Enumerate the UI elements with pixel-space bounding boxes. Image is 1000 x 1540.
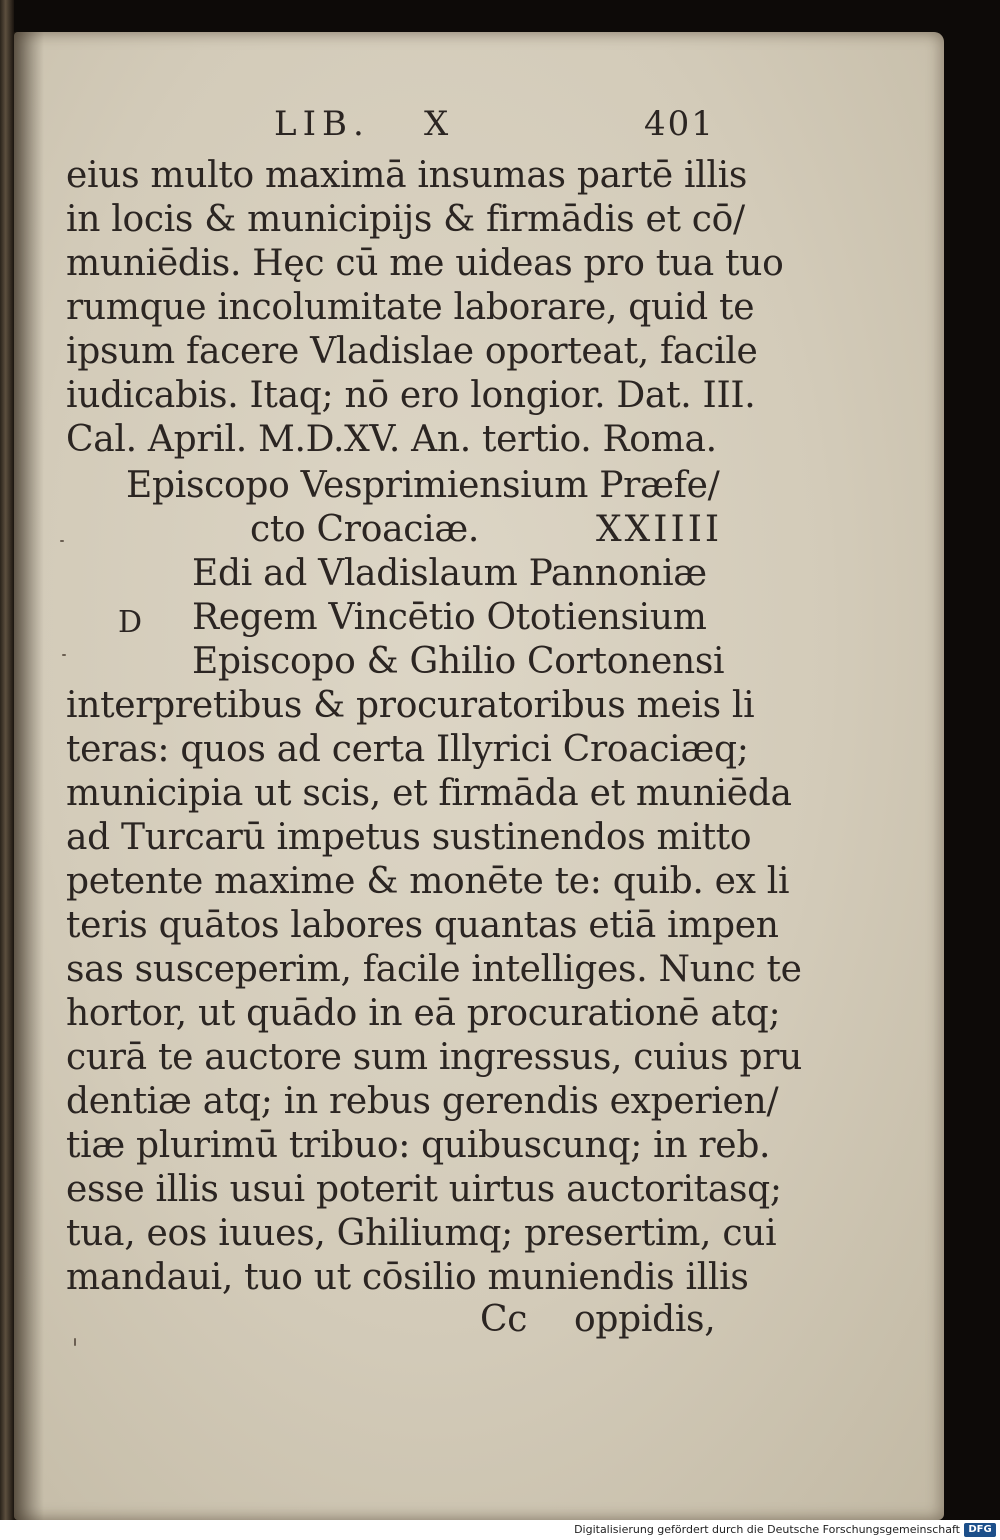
- text-line: mandaui, tuo ut cōsilio muniendis illis: [66, 1257, 749, 1298]
- text-line: teris quātos labores quantas etiā impen: [66, 905, 779, 946]
- letter-number: XXIIII: [596, 509, 723, 550]
- text-line: iudicabis. Itaq; nō ero longior. Dat. III.: [66, 375, 756, 416]
- text-line: in locis & municipijs & firmādis et cō/: [66, 199, 745, 240]
- text-line: Edi ad Vladislaum Pannoniæ: [192, 553, 707, 594]
- dfg-logo: DFG: [964, 1523, 996, 1537]
- running-head-book-number: X: [424, 104, 455, 144]
- text-line: rumque incolumitate laborare, quid te: [66, 287, 755, 328]
- signature-mark: Cc: [480, 1299, 528, 1340]
- paper-speck: [74, 1338, 76, 1346]
- running-head-lib: LIB.: [274, 104, 370, 144]
- catchword: oppidis,: [574, 1299, 716, 1340]
- text-line: teras: quos ad certa Illyrici Croaciæq;: [66, 729, 749, 770]
- text-line: tiæ plurimū tribuo: quibuscunq; in reb.: [66, 1125, 771, 1166]
- paper-speck: [62, 654, 66, 656]
- letter-heading-line-1: Episcopo Vesprimiensium Præfe/: [126, 465, 720, 506]
- letter-heading-line-2: cto Croaciæ.: [250, 509, 479, 550]
- text-line: Episcopo & Ghilio Cortonensi: [192, 641, 725, 682]
- text-line: tua, eos iuues, Ghiliumq; presertim, cui: [66, 1213, 777, 1254]
- page-number: 401: [644, 104, 715, 144]
- book-page: [14, 32, 944, 1520]
- text-line: sas susceperim, facile intelliges. Nunc te: [66, 949, 802, 990]
- footer-credit: Digitalisierung gefördert durch die Deutsche Forschungsgemeinschaft: [574, 1523, 960, 1536]
- page-gutter-shadow: [14, 32, 44, 1520]
- text-line: interpretibus & procuratoribus meis li: [66, 685, 755, 726]
- text-line: municipia ut scis, et firmāda et muniēda: [66, 773, 792, 814]
- text-line: hortor, ut quādo in eā procurationē atq;: [66, 993, 781, 1034]
- text-line: eius multo maximā insumas partē illis: [66, 155, 748, 196]
- text-line: petente maxime & monēte te: quib. ex li: [66, 861, 790, 902]
- text-line: muniēdis. Hęc cū me uideas pro tua tuo: [66, 243, 784, 284]
- book-spine-edge: [0, 0, 14, 1520]
- text-line: curā te auctore sum ingressus, cuius pru: [66, 1037, 802, 1078]
- text-line: ipsum facere Vladislae oporteat, facile: [66, 331, 758, 372]
- text-line: Regem Vincētio Ototiensium: [192, 597, 707, 638]
- text-line: Cal. April. M.D.XV. An. tertio. Roma.: [66, 419, 717, 460]
- text-line: dentiæ atq; in rebus gerendis experien/: [66, 1081, 779, 1122]
- text-line: ad Turcarū impetus sustinendos mitto: [66, 817, 752, 858]
- paper-speck: [60, 540, 64, 542]
- digitization-footer: [0, 1520, 1000, 1540]
- text-line: esse illis usui poterit uirtus auctoritasq;: [66, 1169, 782, 1210]
- guide-letter-initial: D: [118, 605, 142, 640]
